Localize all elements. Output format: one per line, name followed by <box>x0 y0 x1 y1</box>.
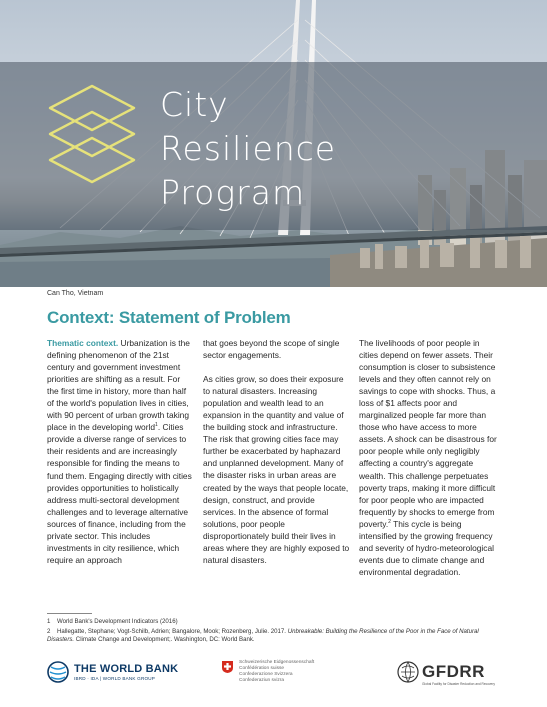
swiss-name-line: Confederaziun svizra <box>239 678 285 684</box>
text-column-1 <box>47 337 193 566</box>
gfdrr-globe-icon <box>397 661 419 683</box>
paragraph-text: This cycle is being intensified by the growing frequency and severity of hydro-meteorological events due to climate change and environmental degradation. <box>359 518 494 577</box>
footnote-ref: 1 <box>155 422 158 429</box>
world-bank-globe-icon <box>47 661 69 683</box>
footnote-ref: 2 <box>388 518 391 525</box>
title-line-2: Resilience <box>160 129 337 168</box>
footnote-2 <box>47 628 507 644</box>
world-bank-logo <box>47 660 187 686</box>
title-line-3: Program <box>160 173 306 212</box>
text-column-3 <box>359 337 499 578</box>
footnote-divider <box>47 613 92 614</box>
world-bank-subtitle: IBRD · IDA | WORLD BANK GROUP <box>74 676 156 681</box>
swiss-name-line: Confederazione Svizzera <box>239 672 293 678</box>
paragraph <box>359 337 499 578</box>
title-line-1: City <box>160 85 229 124</box>
paragraph-text: The livelihoods of poor people in cities depend on fewer assets. Their consumption is closer to subsistence levels and they often cannot rely on savings to cope with shocks. Thus, a loss of $1 affects poor and marginalized people far more than those who have access to more assets. A shock can be disastrous for poor people while only negligibly affecting a country's aggregate wealth. This challenge perpetuates poverty traps, making it more difficult for poor people who are impacted frequently by shocks to emerge from poverty. <box>359 338 497 529</box>
footnote-text: World Bank's Development Indicators (2016) <box>57 618 178 625</box>
footnote-text: Climate Change and Development;. Washington, DC: World Bank. <box>74 636 255 643</box>
photo-caption: Can Tho, Vietnam <box>47 290 104 297</box>
footnote-number: 2 <box>47 628 51 635</box>
footnote-1 <box>47 618 507 626</box>
hero-image <box>0 0 547 287</box>
swiss-name-line: Confédération suisse <box>239 666 285 672</box>
footnote-text: Hallegatte, Stephane; Vogt-Schilb, Adrien; Bangalore, Mook; Rozenberg, Julie. 2017. <box>57 628 288 635</box>
footnote-title: Unbreakable: Building the Resilience of the Poor in the Face of Natural Disasters. <box>47 628 479 643</box>
world-bank-name: THE WORLD BANK <box>74 663 179 675</box>
crp-logo-icon <box>44 82 140 192</box>
text-column-2 <box>203 337 350 566</box>
lead-in: Thematic context. <box>47 338 119 348</box>
paragraph-text: . Cities provide a diverse range of services to their residents and are increasingly responsible for finding the means to fund them. Engaging directly with cities provides opportunities to holistically address multi-sectoral development challenges and to leverage alternative sources of finance, including from the private sector. This includes investments in city resilience, which require an approach <box>47 422 192 565</box>
gfdrr-logo <box>397 661 507 691</box>
paragraph: that goes beyond the scope of single sector engagements. <box>203 338 340 361</box>
paragraph <box>47 337 193 566</box>
swiss-confederation-logo <box>222 659 362 693</box>
paragraph: As cities grow, so does their exposure to natural disasters. Increasing population and wealth lead to an expansion in the quantity and value of the building stock and infrastructure. The risk that growing cities face may further be exacerbated by haphazard and unplanned development. Many of the disaster risks in urban areas are created by the ways that people locate, design, construct, and provide services. In the absence of formal solutions, poor people disproportionately build their lives in areas where they are highly exposed to natural disasters. <box>203 374 350 565</box>
swiss-flag-icon <box>222 661 233 673</box>
gfdrr-subtitle: Global Facility for Disaster Reduction and Recovery <box>422 682 495 686</box>
swiss-name-line: Schweizerische Eidgenossenschaft <box>239 660 315 665</box>
paragraph-text: Urbanization is the defining phenomenon of the 21st century and government investment priorities are shifting as a result. For the first time in history, more than half of the world's population lives in cities, with 90 percent of urban growth taking place in the developing world <box>47 338 190 433</box>
swiss-names <box>239 660 314 684</box>
section-heading: Context: Statement of Problem <box>47 308 291 327</box>
gfdrr-name: GFDRR <box>422 662 485 681</box>
footnote-number: 1 <box>47 618 51 625</box>
